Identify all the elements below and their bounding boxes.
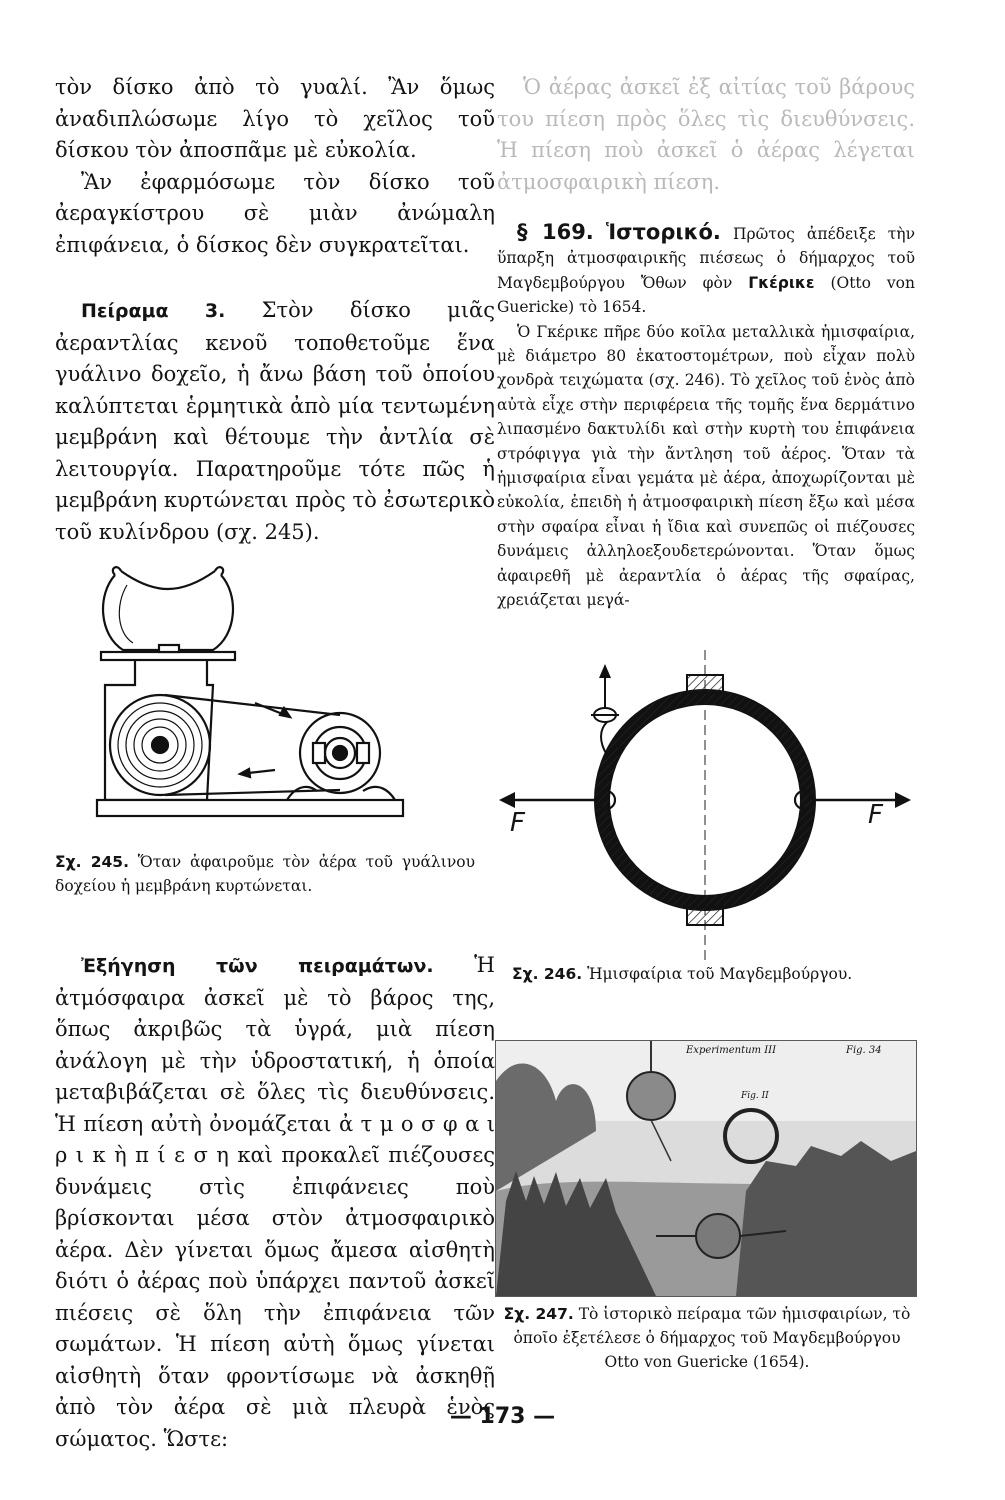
fig-246-label: Σχ. 246. bbox=[512, 965, 583, 983]
guericke-name: Γκέρικε bbox=[748, 273, 815, 292]
fig-245-label: Σχ. 245. bbox=[55, 853, 129, 871]
right-column bbox=[497, 72, 915, 613]
experiment-3-text: Στὸν δίσκο μιᾶς ἀεραντλίας κενοῦ τοποθετοῦμε ἕνα γυάλινο δοχεῖο, ἡ ἄνω βάση τοῦ ὁποίου καλύπτεται ἑρμητικὰ ἀπὸ μία τεντωμένη μεμβράνη καὶ θέτουμε τὴν ἀντλία σὲ λειτουργία. Παρατηροῦμε τότε πῶς ἡ μεμβράνη κυρτώνεται πρὸς τὸ ἐσωτερικὸ τοῦ κυλίνδρου (σχ. 245). bbox=[55, 298, 495, 544]
engraving-inset-label: Fig. II bbox=[741, 1091, 769, 1101]
force-label-left: F bbox=[510, 808, 525, 838]
fig-246-caption bbox=[512, 962, 912, 986]
experiment-3 bbox=[55, 295, 495, 548]
explanation-heading: Ἐξήγηση τῶν πειραμάτων. bbox=[81, 955, 434, 977]
experiment-3-label: Πείραμα 3. bbox=[81, 300, 226, 322]
fig-245-pump-drawing bbox=[95, 555, 415, 845]
section-title: Ἱστορικό. bbox=[605, 220, 721, 244]
explanation-paragraph bbox=[55, 950, 495, 1455]
section-intro-a: Πρῶτος ἀπέδειξε τὴν ὕπαρξη ἀτμοσφαιρικῆς πιέσεως ὁ δήμαρχος τοῦ Μαγδεμβούργου Ὄθων φὸν bbox=[497, 225, 915, 292]
explanation-text-2: καὶ προκαλεῖ πιέζουσες δυνάμεις στὶς ἐπιφάνειες ποὺ βρίσκονται μέσα στὸν ἀτμοσφαιρικὸ ἀέρα. Δὲν γίνεται ὅμως ἄμεσα αἰσθητὴ διότι ὁ ἀέρας ποὺ ὑπάρχει παντοῦ ἀσκεῖ πιέσεις σὲ ὅλη τὴν ἐπιφάνεια τῶν σωμάτων. Ἡ πίεση αὐτὴ ὅμως γίνεται αἰσθητὴ ὅταν φροντίσωμε νὰ ἀσκηθῇ ἀπὸ τὸν ἀέρα σὲ μιὰ πλευρὰ ἑνὸς σώματος. Ὥστε: bbox=[55, 1143, 495, 1451]
fig-247-caption-text: Τὸ ἱστορικὸ πείραμα τῶν ἡμισφαιρίων, τὸ ὁποῖο ἐξετέλεσε ὁ δήμαρχος τοῦ Μαγδεμβούργου Otto von Guericke (1654). bbox=[513, 1305, 911, 1371]
fig-246-hemispheres-diagram bbox=[495, 650, 915, 965]
section-169-intro bbox=[497, 220, 915, 320]
section-intro-b: (Otto von Guericke) τὸ 1654. bbox=[497, 273, 915, 317]
section-number: § 169. bbox=[517, 220, 594, 244]
page-number: — 173 — bbox=[449, 1404, 556, 1429]
fig-245-caption bbox=[55, 850, 475, 898]
fig-247-caption bbox=[497, 1302, 917, 1374]
explanation-text-1: Ἡ ἀτμόσφαιρα ἀσκεῖ μὲ τὸ βάρος της, ὅπως ἀκριβῶς τὰ ὑγρά, μιὰ πίεση ἀνάλογη μὲ τὴν ὑδροστατική, ἡ ὁποία μεταβιβάζεται σὲ ὅλες τὶς διευθύνσεις. Ἡ πίεση αὐτὴ ὀνομάζεται bbox=[55, 953, 495, 1136]
left-column bbox=[55, 72, 495, 548]
fig-246-caption-text: Ἡμισφαίρια τοῦ Μαγδεμβούργου. bbox=[587, 965, 853, 983]
section-169-body: Ὁ Γκέρικε πῆρε δύο κοῖλα μεταλλικὰ ἡμισφαίρια, μὲ διάμετρο 80 ἑκατοστομέτρων, ποὺ εἶχαν πολὺ χονδρὰ τειχώματα (σχ. 246). Τὸ χεῖλος τοῦ ἑνὸς ἀπὸ αὐτὰ εἶχε στὴν περιφέρεια τῆς τομῆς ἕνα δερμάτινο λιπασμένο δακτυλίδι καὶ στὴν κυρτὴ του ἐπιφάνεια στρόφιγγα γιὰ τὴν ἄντληση τοῦ ἀέρος. Ὅταν τὰ ἡμισφαίρια εἶναι γεμάτα μὲ ἀέρα, ἀποχωρίζονται μὲ εὐκολία, ἐπειδὴ ἡ ἀτμοσφαιρικὴ πίεση ἔξω καὶ μέσα στὴν σφαίρα εἶναι ἡ ἴδια καὶ συνεπῶς οἱ πιέζουσες δυνάμεις ἀλληλοεξουδετερώνονται. Ὅταν ὅμως ἀφαιρεθῆ μὲ ἀεραντλία ὁ ἀέρας τῆς σφαίρας, χρειάζεται μεγά- bbox=[497, 322, 915, 610]
fig-247-engraving bbox=[495, 1040, 917, 1297]
explanation-term: ἀ τ μ ο σ φ α ι ρ ι κ ὴ π ί ε σ η bbox=[55, 1111, 495, 1167]
fig-245-caption-text: Ὅταν ἀφαιροῦμε τὸν ἀέρα τοῦ γυάλινου δοχείου ἡ μεμβράνη κυρτώνεται. bbox=[55, 853, 475, 895]
force-label-right: F bbox=[868, 800, 883, 830]
engraving-plate: Fig. 34 bbox=[846, 1045, 882, 1056]
fig-247-label: Σχ. 247. bbox=[503, 1305, 574, 1323]
engraving-scene bbox=[496, 1041, 916, 1296]
paragraph-disc-removal: τὸν δίσκο ἀπὸ τὸ γυαλί. Ἂν ὅμως ἀναδιπλώσωμε λίγο τὸ χεῖλος τοῦ δίσκου τὸν ἀποσπᾶμε μὲ εὐκολία. bbox=[55, 75, 495, 162]
engraving-header: Experimentum III bbox=[686, 1045, 777, 1056]
faded-summary: Ὁ ἀέρας ἀσκεῖ ἐξ αἰτίας τοῦ βάρους του πίεση πρὸς ὅλες τὶς διευθύνσεις. Ἡ πίεση ποὺ ἀσκεῖ ὁ ἀέρας λέγεται ἀτμοσφαιρικὴ πίεση. bbox=[497, 75, 915, 194]
paragraph-uneven-surface: Ἂν ἐφαρμόσωμε τὸν δίσκο τοῦ ἀεραγκίστρου σὲ μιὰν ἀνώμαλη ἐπιφάνεια, ὁ δίσκος δὲν συγκρατεῖται. bbox=[55, 169, 495, 257]
